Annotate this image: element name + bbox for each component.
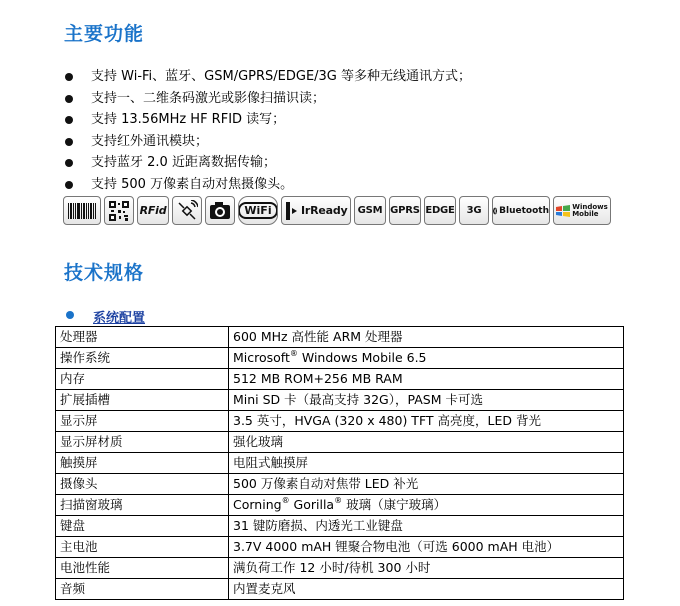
- irready-label: IrReady: [301, 204, 348, 217]
- spec-value: 3.7V 4000 mAH 锂聚合物电池（可选 6000 mAH 电池）: [229, 537, 624, 558]
- spec-key: 扩展插槽: [56, 390, 229, 411]
- bullet-icon: [65, 159, 73, 167]
- table-row: [56, 537, 624, 558]
- spec-value: 强化玻璃: [229, 432, 624, 453]
- table-row: [56, 558, 624, 579]
- subsection-title: 系统配置: [93, 311, 146, 326]
- feature-text: 支持蓝牙 2.0 近距离数据传输；: [91, 155, 276, 171]
- bullet-icon: [65, 73, 73, 81]
- spec-key: 主电池: [56, 537, 229, 558]
- spec-value: 3.5 英寸，HVGA (320 x 480) TFT 高亮度，LED 背光: [229, 411, 624, 432]
- feature-text: 支持 Wi-Fi、蓝牙、GSM/GPRS/EDGE/3G 等多种无线通讯方式；: [91, 69, 472, 84]
- spec-table: [55, 326, 624, 600]
- spec-value: 满负荷工作 12 小时/待机 300 小时: [229, 558, 624, 579]
- spec-value: 512 MB ROM+256 MB RAM: [229, 369, 624, 390]
- table-row: [56, 411, 624, 432]
- list-item: [62, 152, 662, 174]
- feature-text: 支持红外通讯模块；: [91, 133, 209, 149]
- list-item: [62, 109, 662, 131]
- bullet-icon: [66, 311, 74, 319]
- spec-value: Mini SD 卡（最高支持 32G），PASM 卡可选: [229, 390, 624, 411]
- table-row: [56, 369, 624, 390]
- spec-key: 触摸屏: [56, 453, 229, 474]
- table-row: [56, 432, 624, 453]
- gsm-label: GSM: [357, 205, 383, 216]
- barcode-icon: [63, 196, 101, 225]
- windows-label: Windows: [572, 202, 608, 211]
- bullet-icon: [65, 95, 73, 103]
- qr-code-icon: [104, 196, 134, 225]
- wifi-icon: [238, 196, 278, 225]
- spec-key: 操作系统: [56, 348, 229, 369]
- feature-text: 支持 13.56MHz HF RFID 读写；: [91, 112, 286, 128]
- bullet-icon: [65, 116, 73, 124]
- bluetooth-label: Bluetooth: [499, 205, 549, 216]
- bullet-icon: [65, 138, 73, 146]
- spec-key: 显示屏: [56, 411, 229, 432]
- table-row: [56, 516, 624, 537]
- spec-key: 处理器: [56, 327, 229, 348]
- section-title-features: 主要功能: [64, 23, 145, 45]
- table-row: [56, 495, 624, 516]
- camera-icon: [205, 196, 235, 225]
- spec-value: 31 键防磨损、内透光工业键盘: [229, 516, 624, 537]
- table-row: [56, 390, 624, 411]
- gprs-icon: [389, 196, 421, 225]
- spec-value: 500 万像素自动对焦带 LED 补光: [229, 474, 624, 495]
- mobile-label: Mobile: [572, 209, 599, 218]
- list-item: [62, 66, 662, 88]
- list-item: [62, 174, 662, 196]
- spec-key: 键盘: [56, 516, 229, 537]
- rfid-icon: [137, 196, 169, 225]
- edge-icon: [424, 196, 456, 225]
- gprs-label: GPRS: [390, 205, 420, 216]
- feature-list: [62, 66, 662, 196]
- bullet-icon: [65, 181, 73, 189]
- table-row: [56, 474, 624, 495]
- spec-value: 600 MHz 高性能 ARM 处理器: [229, 327, 624, 348]
- 3g-label: 3G: [466, 205, 482, 216]
- spec-value: Corning® Gorilla® 玻璃（康宁玻璃）: [229, 495, 624, 516]
- wifi-label: WiFi: [238, 202, 277, 219]
- feature-text: 支持一、二维条码激光或影像扫描识读；: [91, 90, 326, 106]
- spec-key: 电池性能: [56, 558, 229, 579]
- spec-key: 内存: [56, 369, 229, 390]
- bluetooth-icon: [492, 196, 550, 225]
- table-row: [56, 579, 624, 600]
- spec-key: 音频: [56, 579, 229, 600]
- windows-mobile-icon: [553, 196, 611, 225]
- spec-key: 摄像头: [56, 474, 229, 495]
- spec-key: 显示屏材质: [56, 432, 229, 453]
- spec-value: 电阻式触摸屏: [229, 453, 624, 474]
- gps-satellite-icon: [172, 196, 202, 225]
- list-item: [62, 88, 662, 110]
- section-title-specs: 技术规格: [64, 262, 145, 284]
- gsm-icon: [354, 196, 386, 225]
- list-item: [62, 131, 662, 153]
- table-row: [56, 327, 624, 348]
- edge-label: EDGE: [425, 205, 455, 216]
- table-row: [56, 348, 624, 369]
- infrared-icon: [281, 196, 351, 225]
- rfid-label: RFid: [139, 204, 167, 217]
- table-row: [56, 453, 624, 474]
- spec-key: 扫描窗玻璃: [56, 495, 229, 516]
- spec-value: Microsoft® Windows Mobile 6.5: [229, 348, 624, 369]
- 3g-icon: [459, 196, 489, 225]
- feature-text: 支持 500 万像素自动对焦摄像头。: [91, 176, 294, 192]
- spec-value: 内置麦克风: [229, 579, 624, 600]
